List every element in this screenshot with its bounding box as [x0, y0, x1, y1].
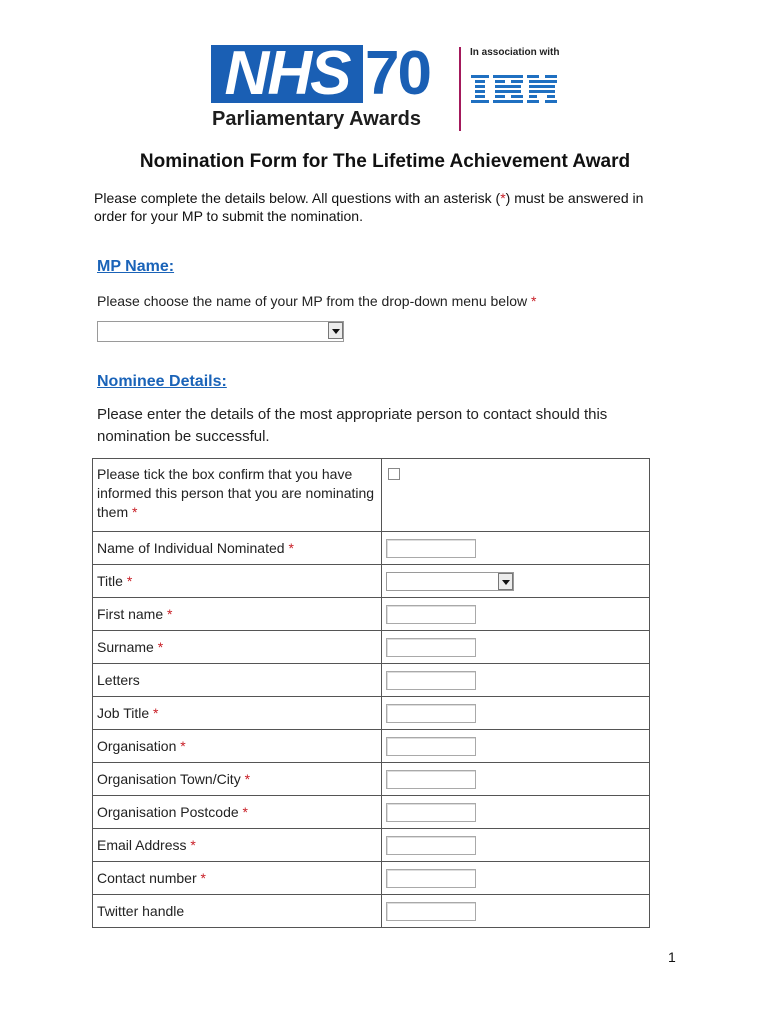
form-row — [93, 763, 650, 796]
form-value-cell — [382, 697, 650, 730]
text-input-field[interactable] — [386, 803, 476, 822]
nhs-logo-text: NHS — [224, 39, 350, 108]
form-label-cell — [93, 631, 382, 664]
nominee-details-heading: Nominee Details: — [97, 373, 227, 390]
form-label: Email Address — [97, 837, 187, 853]
required-mark: * — [180, 738, 186, 754]
required-mark: * — [157, 639, 164, 655]
form-label-cell — [93, 796, 382, 829]
form-label-cell — [93, 862, 382, 895]
form-row — [93, 697, 650, 730]
form-value-cell — [382, 664, 650, 697]
chevron-down-icon[interactable] — [498, 573, 513, 590]
required-mark: * — [244, 771, 251, 787]
nominee-form-table — [92, 458, 650, 928]
logo-seventy: 70 — [365, 39, 430, 108]
intro-text-part1: Please complete the details below. All questions with an asterisk ( — [94, 190, 501, 206]
form-value-cell — [382, 598, 650, 631]
form-label-cell — [93, 697, 382, 730]
form-value-cell — [382, 532, 650, 565]
logo-divider — [459, 47, 461, 131]
form-label: Organisation Town/City — [97, 771, 241, 787]
text-input-field[interactable] — [386, 836, 476, 855]
form-label: First name — [97, 606, 164, 622]
form-label: Letters — [97, 672, 140, 688]
form-label: Title — [97, 573, 123, 589]
form-row — [93, 796, 650, 829]
form-label-cell — [93, 664, 382, 697]
form-label: Contact number — [97, 870, 197, 886]
nhs70-ibm-logo — [211, 39, 561, 133]
required-mark: * — [530, 293, 537, 309]
form-value-cell — [382, 730, 650, 763]
chevron-down-icon[interactable] — [328, 322, 343, 339]
text-input-field[interactable] — [386, 539, 476, 558]
form-value-cell — [382, 565, 650, 598]
title-dropdown[interactable] — [386, 572, 514, 591]
form-row — [93, 532, 650, 565]
text-input-field[interactable] — [386, 902, 476, 921]
form-row — [93, 664, 650, 697]
required-mark: * — [190, 837, 196, 853]
text-input-field[interactable] — [386, 869, 476, 888]
form-row — [93, 598, 650, 631]
intro-text — [94, 189, 654, 225]
required-mark: * — [132, 504, 138, 520]
form-value-cell — [382, 459, 650, 532]
mp-name-heading: MP Name: — [97, 258, 175, 275]
text-input-field[interactable] — [386, 704, 476, 723]
mp-instruction-text: Please choose the name of your MP from the drop-down menu below — [97, 293, 528, 309]
form-row — [93, 459, 650, 532]
required-mark: * — [200, 870, 206, 886]
required-mark: * — [167, 606, 173, 622]
association-text: In association with — [470, 47, 560, 58]
form-value-cell — [382, 796, 650, 829]
text-input-field[interactable] — [386, 737, 476, 756]
text-input-field[interactable] — [386, 770, 476, 789]
form-row — [93, 631, 650, 664]
form-value-cell — [382, 829, 650, 862]
text-input-field[interactable] — [386, 671, 476, 690]
text-input-field[interactable] — [386, 638, 476, 657]
form-label-cell — [93, 532, 382, 565]
asterisk-mark: * — [500, 190, 506, 206]
form-row — [93, 565, 650, 598]
form-row — [93, 895, 650, 928]
form-row — [93, 730, 650, 763]
logo-awards-text: Parliamentary Awards — [212, 108, 421, 130]
form-label-cell — [93, 829, 382, 862]
form-label-cell — [93, 895, 382, 928]
required-mark: * — [153, 705, 159, 721]
mp-dropdown[interactable] — [97, 321, 344, 342]
form-value-cell — [382, 631, 650, 664]
form-label-cell — [93, 730, 382, 763]
form-title: Nomination Form for The Lifetime Achievement Award — [139, 151, 631, 172]
form-label: Surname — [97, 639, 154, 655]
form-label: Organisation — [97, 738, 177, 754]
form-label-cell — [93, 565, 382, 598]
form-label-cell — [93, 763, 382, 796]
mp-instruction — [97, 293, 536, 309]
required-mark: * — [288, 540, 294, 556]
intro-text-part2: ) must be answered in order for your MP to submit the nomination. — [94, 190, 644, 224]
form-label-cell — [93, 459, 382, 532]
text-input-field[interactable] — [386, 605, 476, 624]
form-row — [93, 829, 650, 862]
required-mark: * — [242, 804, 248, 820]
informed-checkbox[interactable] — [388, 468, 400, 480]
required-mark: * — [126, 573, 133, 589]
ibm-logo-icon — [471, 75, 561, 109]
form-label-cell — [93, 598, 382, 631]
form-row — [93, 862, 650, 895]
form-label: Job Title — [97, 705, 150, 721]
form-label: Twitter handle — [97, 903, 185, 919]
form-label: Organisation Postcode — [97, 804, 239, 820]
page-number: 1 — [668, 949, 676, 965]
form-label: Name of Individual Nominated — [97, 540, 285, 556]
form-value-cell — [382, 862, 650, 895]
form-label: Please tick the box confirm that you have informed this person that you are nominating them — [97, 466, 375, 520]
form-value-cell — [382, 763, 650, 796]
form-value-cell — [382, 895, 650, 928]
nominee-instruction: Please enter the details of the most appropriate person to contact should this nomination be successful. — [97, 406, 608, 445]
